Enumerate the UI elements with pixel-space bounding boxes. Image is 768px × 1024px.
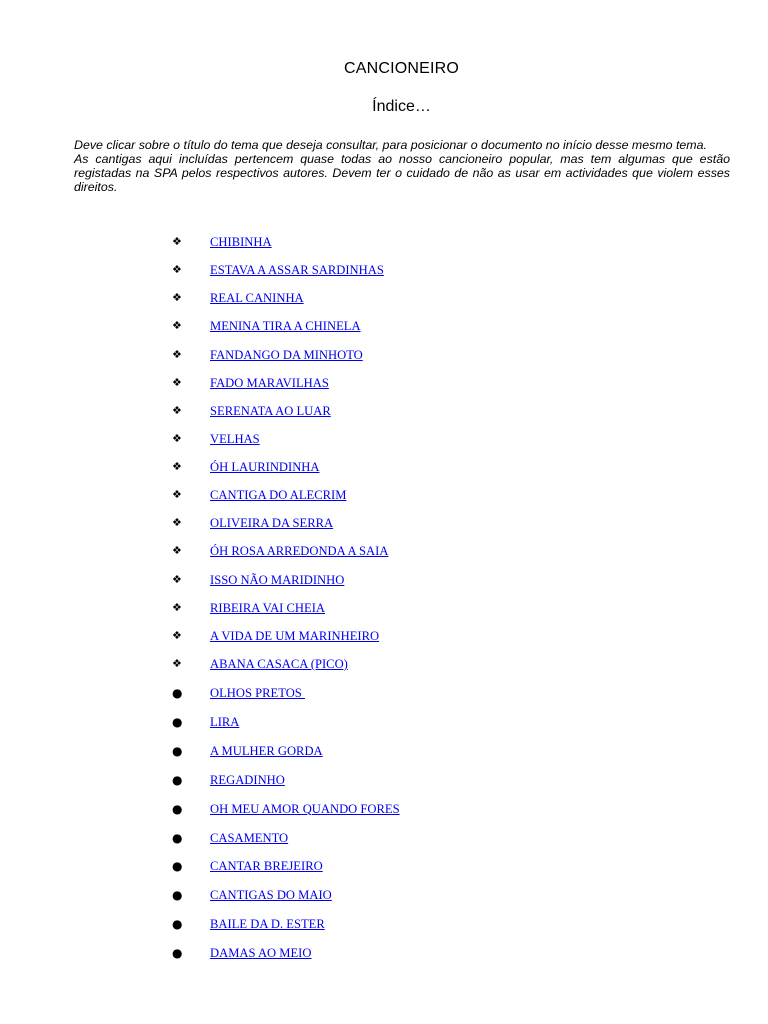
toc-link[interactable]: CANTIGAS DO MAIO xyxy=(210,888,332,903)
intro-paragraph-rights-notice: As cantigas aqui incluídas pertencem quase todas ao nosso cancioneiro popular, mas tem algumas que estão registadas na SPA pelos respectivos autores. Devem ter o cuidado de não as usar em actividades que violem esses direitos. xyxy=(74,152,730,194)
toc-link[interactable]: DAMAS AO MEIO xyxy=(210,946,312,961)
bullet-diamond-icon: ❖ xyxy=(172,657,182,670)
toc-link[interactable]: CASAMENTO xyxy=(210,830,289,845)
toc-link[interactable]: LIRA xyxy=(210,714,240,729)
bullet-diamond-icon: ❖ xyxy=(172,291,182,305)
toc-link[interactable]: REAL CANINHA xyxy=(210,291,304,306)
bullet-diamond-icon: ❖ xyxy=(172,544,182,558)
bullet-diamond-icon: ❖ xyxy=(172,572,182,586)
toc-link[interactable]: BAILE DA D. ESTER xyxy=(210,917,325,932)
toc-link[interactable]: CANTAR BREJEIRO xyxy=(210,859,323,874)
intro-paragraph-instructions: Deve clicar sobre o título do tema que deseja consultar, para posicionar o documento no início desse mesmo tema. xyxy=(74,138,707,152)
bullet-diamond-icon: ❖ xyxy=(172,600,182,614)
toc-link[interactable]: A MULHER GORDA xyxy=(210,743,323,758)
toc-link[interactable]: VELHAS xyxy=(210,431,260,446)
bullet-dot-icon: ● xyxy=(172,801,183,816)
bullet-diamond-icon: ❖ xyxy=(172,488,182,502)
bullet-dot-icon: ● xyxy=(172,714,183,729)
bullet-diamond-icon: ❖ xyxy=(172,460,182,473)
bullet-dot-icon: ● xyxy=(172,888,183,903)
bullet-diamond-icon: ❖ xyxy=(172,403,182,417)
bullet-dot-icon: ● xyxy=(172,772,183,787)
toc-link[interactable]: ABANA CASACA (PICO) xyxy=(210,657,348,671)
bullet-diamond-icon: ❖ xyxy=(172,628,182,642)
toc-link[interactable]: MENINA TIRA A CHINELA xyxy=(210,319,361,334)
toc-link[interactable]: CANTIGA DO ALECRIM xyxy=(210,488,347,503)
bullet-diamond-icon: ❖ xyxy=(172,516,182,530)
index-heading: Índice… xyxy=(372,98,431,115)
toc-link[interactable]: ÓH LAURINDINHA xyxy=(210,460,320,474)
toc-link[interactable]: ESTAVA A ASSAR SARDINHAS xyxy=(210,263,384,278)
bullet-dot-icon: ● xyxy=(172,830,183,845)
bullet-diamond-icon: ❖ xyxy=(172,319,182,333)
toc-link[interactable]: OLHOS PRETOS xyxy=(210,686,305,700)
toc-link[interactable]: CHIBINHA xyxy=(210,235,272,249)
toc-link[interactable]: A VIDA DE UM MARINHEIRO xyxy=(210,628,380,643)
toc-link[interactable]: SERENATA AO LUAR xyxy=(210,403,331,418)
bullet-dot-icon: ● xyxy=(172,946,183,961)
toc-link[interactable]: FANDANGO DA MINHOTO xyxy=(210,347,363,362)
toc-link[interactable]: ISSO NÃO MARIDINHO xyxy=(210,572,345,587)
bullet-dot-icon: ● xyxy=(172,686,183,700)
document-title: CANCIONEIRO xyxy=(343,60,460,77)
bullet-diamond-icon: ❖ xyxy=(172,431,182,445)
bullet-dot-icon: ● xyxy=(172,917,183,932)
toc-link[interactable]: REGADINHO xyxy=(210,772,285,787)
bullet-diamond-icon: ❖ xyxy=(172,347,182,361)
bullet-diamond-icon: ❖ xyxy=(172,263,182,277)
toc-link[interactable]: FADO MARAVILHAS xyxy=(210,375,329,390)
toc-link[interactable]: OLIVEIRA DA SERRA xyxy=(210,516,334,531)
toc-link[interactable]: RIBEIRA VAI CHEIA xyxy=(210,600,325,615)
bullet-diamond-icon: ❖ xyxy=(172,375,182,389)
bullet-dot-icon: ● xyxy=(172,859,183,874)
bullet-dot-icon: ● xyxy=(172,743,183,758)
bullet-diamond-icon: ❖ xyxy=(172,235,182,248)
toc-link[interactable]: ÓH ROSA ARREDONDA A SAIA xyxy=(210,544,389,559)
intro-text xyxy=(74,138,730,194)
toc-link[interactable]: OH MEU AMOR QUANDO FORES xyxy=(210,801,400,816)
